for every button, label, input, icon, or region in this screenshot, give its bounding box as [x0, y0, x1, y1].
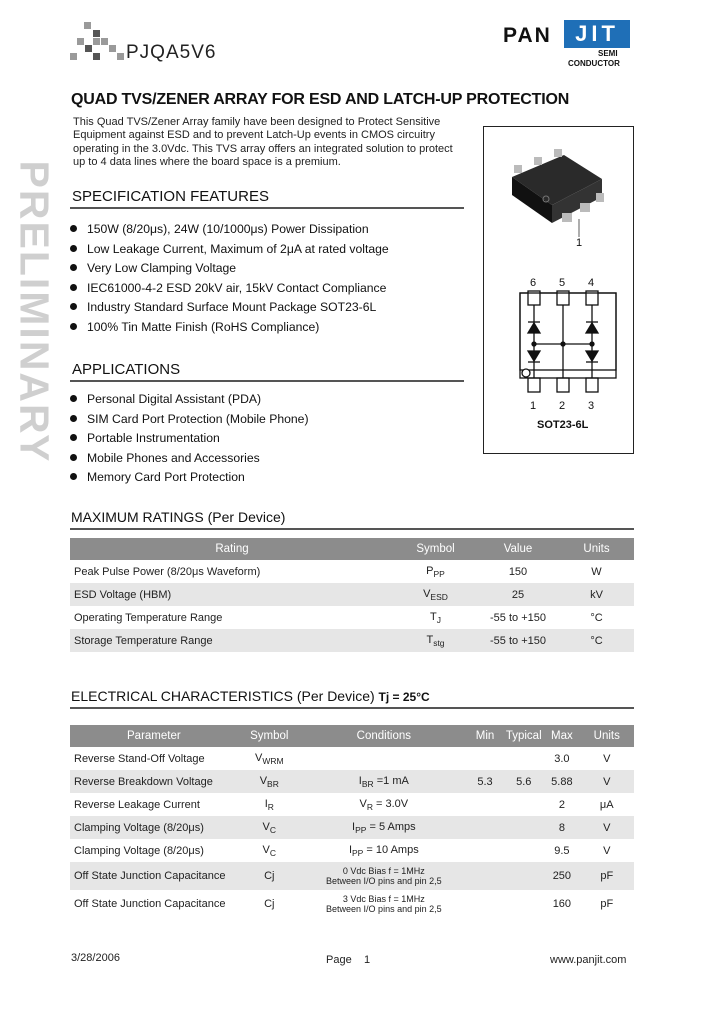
symbol-sub: PP [433, 568, 445, 579]
logo-jit: JIT [564, 20, 630, 48]
electrical-table [70, 725, 634, 918]
panjit-logo [503, 18, 633, 74]
symbol: V [423, 587, 431, 600]
electrical-divider [70, 707, 634, 709]
symbol-sub: ESD [430, 591, 448, 602]
symbol-sub: C [269, 824, 277, 835]
cond-line: 0 Vdc Bias f = 1MHz [342, 866, 425, 876]
symbol-sub: C [269, 847, 277, 858]
pin-label: 2 [559, 400, 566, 412]
min-cell [467, 862, 503, 890]
conditions-cell [301, 862, 467, 890]
col-header: Conditions [301, 725, 467, 747]
cond-value: = 10 Amps [366, 843, 419, 856]
list-item: IEC61000-4-2 ESD 20kV air, 15kV Contact Compliance [70, 281, 389, 301]
electrical-title: ELECTRICAL CHARACTERISTICS [71, 688, 293, 704]
cond-symbol: I [352, 820, 356, 833]
list-item: Industry Standard Surface Mount Package SOT23-6L [70, 300, 389, 320]
col-header: Max [544, 725, 579, 747]
cond-sub: BR [361, 778, 374, 789]
max-cell: 5.88 [544, 770, 579, 793]
units-cell: V [580, 839, 634, 862]
package-name: SOT23-6L [537, 419, 589, 431]
pin-label: 4 [588, 277, 595, 289]
value-cell: 25 [477, 583, 559, 606]
param-cell: Reverse Leakage Current [70, 793, 238, 816]
symbol-cell [394, 629, 477, 652]
param-cell: Reverse Stand-Off Voltage [70, 747, 238, 770]
cond-value: =1 mA [376, 774, 409, 787]
min-cell [467, 747, 503, 770]
units-cell: μA [580, 793, 634, 816]
rating-cell: Storage Temperature Range [70, 629, 394, 652]
cond-value: = 3.0V [376, 797, 409, 810]
max-ratings-subtitle: (Per Device) [207, 509, 286, 525]
symbol-sub: stg [433, 637, 445, 648]
table-row [70, 890, 634, 918]
cond-symbol: I [358, 774, 362, 787]
table-row [70, 583, 634, 606]
units-cell: V [580, 816, 634, 839]
list-item: SIM Card Port Protection (Mobile Phone) [70, 412, 309, 432]
units-cell: kV [559, 583, 634, 606]
symbol-cell [238, 839, 301, 862]
param-cell: Clamping Voltage (8/20μs) [70, 839, 238, 862]
list-item: 150W (8/20μs), 24W (10/1000μs) Power Dissipation [70, 222, 389, 242]
symbol-sub: WRM [262, 755, 284, 766]
max-cell: 2 [544, 793, 579, 816]
features-title: SPECIFICATION FEATURES [72, 188, 269, 205]
list-item: Portable Instrumentation [70, 431, 309, 451]
logo-pan: PAN [503, 24, 552, 47]
units-cell: °C [559, 629, 634, 652]
rating-cell: ESD Voltage (HBM) [70, 583, 394, 606]
col-header: Symbol [238, 725, 301, 747]
page-title: QUAD TVS/ZENER ARRAY FOR ESD AND LATCH-UP PROTECTION [71, 91, 570, 108]
footer-url[interactable]: www.panjit.com [550, 954, 627, 966]
units-cell: pF [580, 862, 634, 890]
list-item: Mobile Phones and Accessories [70, 451, 309, 471]
cond-sub: PP [352, 847, 364, 858]
col-header: Units [580, 725, 634, 747]
pin-label: 1 [530, 400, 537, 412]
list-item: 100% Tin Matte Finish (RoHS Compliance) [70, 320, 389, 340]
max-cell: 9.5 [544, 839, 579, 862]
applications-divider [70, 380, 464, 382]
electrical-subtitle: (Per Device) [296, 688, 375, 704]
chip-illustration [512, 149, 604, 237]
pin-label: 3 [588, 400, 595, 412]
min-cell [467, 890, 503, 918]
param-cell: Reverse Breakdown Voltage [70, 770, 238, 793]
typ-cell: 5.6 [503, 770, 544, 793]
col-header: Typical [503, 725, 544, 747]
conditions-cell [301, 793, 467, 816]
typ-cell [503, 862, 544, 890]
col-header: Rating [70, 538, 394, 560]
units-cell: V [580, 770, 634, 793]
symbol: P [426, 564, 434, 577]
symbol-cell [238, 770, 301, 793]
units-cell: V [580, 747, 634, 770]
pin1-label: 1 [576, 237, 583, 249]
typ-cell [503, 747, 544, 770]
features-list [70, 222, 389, 339]
max-cell: 250 [544, 862, 579, 890]
rating-cell: Operating Temperature Range [70, 606, 394, 629]
applications-title: APPLICATIONS [72, 361, 181, 378]
symbol: T [426, 633, 434, 646]
cond-value: = 5 Amps [369, 820, 416, 833]
list-item: Memory Card Port Protection [70, 470, 309, 490]
symbol-cell [394, 606, 477, 629]
col-header: Symbol [394, 538, 477, 560]
min-cell: 5.3 [467, 770, 503, 793]
page-number: 1 [363, 954, 371, 966]
symbol-sub: BR [267, 778, 279, 789]
symbol-cell [394, 560, 477, 583]
param-cell: Off State Junction Capacitance [70, 890, 238, 918]
symbol-sub: J [436, 614, 441, 625]
max-cell: 8 [544, 816, 579, 839]
units-cell: W [559, 560, 634, 583]
electrical-heading [71, 688, 430, 704]
table-row [70, 839, 634, 862]
cond-symbol: I [348, 843, 352, 856]
table-row [70, 606, 634, 629]
cond-symbol: V [359, 797, 367, 810]
list-item: Personal Digital Assistant (PDA) [70, 392, 309, 412]
symbol: V [254, 751, 263, 764]
preliminary-watermark [11, 152, 58, 472]
table-row [70, 560, 634, 583]
max-ratings-heading [71, 509, 285, 525]
min-cell [467, 793, 503, 816]
max-cell: 160 [544, 890, 579, 918]
col-header: Units [559, 538, 634, 560]
max-ratings-title: MAXIMUM RATINGS [71, 509, 204, 525]
conditions-cell [301, 770, 467, 793]
typ-cell [503, 839, 544, 862]
table-row [70, 793, 634, 816]
applications-list [70, 392, 309, 490]
pin-label: 5 [559, 277, 566, 289]
electrical-condition: Tj = 25°C [378, 690, 430, 704]
watermark-text: PRELIMINARY [11, 160, 58, 464]
cond-sub: PP [355, 824, 367, 835]
cond-line: Between I/O pins and pin 2,5 [326, 876, 442, 886]
table-row [70, 862, 634, 890]
conditions-cell [301, 816, 467, 839]
rating-cell: Peak Pulse Power (8/20μs Waveform) [70, 560, 394, 583]
param-cell: Clamping Voltage (8/20μs) [70, 816, 238, 839]
intro-paragraph: This Quad TVS/Zener Array family have been designed to Protect Sensitive Equipment against ESD and to prevent Latch-Up events in CMOS circuitry operating in the 3.0Vdc. This TVS array offers an integrated solution to protect up to 4 data lines where the board space is a premium. [73, 116, 453, 169]
table-row [70, 747, 634, 770]
cond-line: 3 Vdc Bias f = 1MHz [342, 894, 425, 904]
symbol: V [259, 774, 268, 787]
features-divider [70, 207, 464, 209]
col-header: Min [467, 725, 503, 747]
list-item: Very Low Clamping Voltage [70, 261, 389, 281]
max-cell: 3.0 [544, 747, 579, 770]
symbol-cell [394, 583, 477, 606]
cond-sub: R [366, 801, 373, 812]
conditions-cell [301, 747, 467, 770]
symbol-sub: R [267, 801, 274, 812]
symbol: V [262, 843, 270, 856]
col-header: Parameter [70, 725, 238, 747]
symbol: T [430, 610, 437, 623]
table-row [70, 770, 634, 793]
typ-cell [503, 793, 544, 816]
part-number: PJQA5V6 [126, 42, 217, 63]
symbol-cell [238, 793, 301, 816]
conditions-cell [301, 890, 467, 918]
table-row [70, 629, 634, 652]
min-cell [467, 816, 503, 839]
symbol-cell: Cj [238, 890, 301, 918]
logo-conductor: CONDUCTOR [568, 59, 620, 68]
param-cell: Off State Junction Capacitance [70, 862, 238, 890]
typ-cell [503, 816, 544, 839]
units-cell: pF [580, 890, 634, 918]
typ-cell [503, 890, 544, 918]
max-ratings-table [70, 538, 634, 652]
pin-label: 6 [530, 277, 537, 289]
symbol: V [262, 820, 270, 833]
symbol: I [264, 797, 268, 810]
footer-page [326, 954, 370, 966]
conditions-cell [301, 839, 467, 862]
table-row [70, 816, 634, 839]
logo-semi: SEMI [598, 49, 618, 58]
value-cell: -55 to +150 [477, 629, 559, 652]
symbol-cell [238, 747, 301, 770]
col-header: Value [477, 538, 559, 560]
min-cell [467, 839, 503, 862]
symbol-cell [238, 816, 301, 839]
units-cell: °C [559, 606, 634, 629]
max-ratings-divider [70, 528, 634, 530]
symbol-cell: Cj [238, 862, 301, 890]
value-cell: -55 to +150 [477, 606, 559, 629]
schematic [520, 291, 616, 392]
list-item: Low Leakage Current, Maximum of 2μA at rated voltage [70, 242, 389, 262]
value-cell: 150 [477, 560, 559, 583]
cond-line: Between I/O pins and pin 2,5 [326, 904, 442, 914]
package-diagram [483, 126, 634, 454]
footer-date: 3/28/2006 [71, 952, 120, 964]
page-label: Page [326, 954, 352, 966]
